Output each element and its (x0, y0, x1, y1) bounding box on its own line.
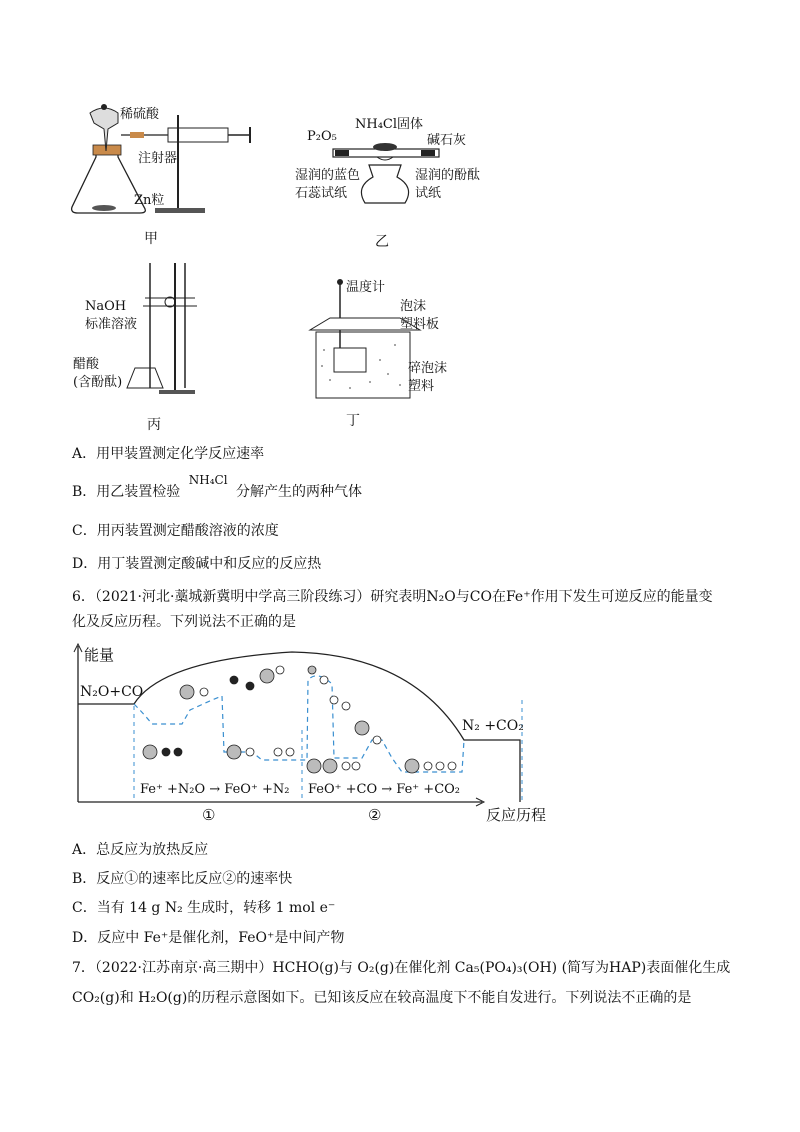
q6-stem-line2: 化及反应历程。下列说法不正确的是 (72, 614, 296, 630)
label-blue-litmus: 湿润的蓝色 石蕊试纸 (295, 168, 361, 201)
q5-option-a: A．用甲装置测定化学反应速率 (72, 446, 265, 462)
energy-diagram-svg (72, 640, 572, 830)
products-label: N₂ +CO₂ (462, 718, 524, 734)
figure-bing (55, 258, 255, 438)
apparatus-jia-drawing (60, 95, 290, 255)
reactants-label: N₂O+CO (80, 684, 144, 700)
label-soda-lime: 碱石灰 (427, 133, 467, 148)
label-syringe: 注射器 (138, 151, 178, 166)
q7-stem-line2: CO₂(g)和 H₂O(g)的历程示意图如下。已知该反应在较高温度下不能自发进行。下列说法不正确的是 (72, 990, 692, 1006)
q5-option-d: D．用丁装置测定酸碱中和反应的反应热 (72, 556, 322, 572)
q5-option-b-prefix: B．用乙装置检验 (72, 484, 181, 500)
energy-diagram (72, 640, 572, 830)
q5-option-b (72, 473, 362, 502)
caption-ding: 丁 (346, 413, 360, 429)
step2-marker: ② (368, 806, 382, 824)
q5-option-b-formula: NH₄Cl (188, 473, 228, 487)
caption-jia: 甲 (144, 231, 158, 247)
q6-stem-line1: 6．（2021·河北·藁城新冀明中学高三阶段练习）研究表明N₂O与CO在Fe⁺作用下发生可逆反应的能量变 (72, 589, 713, 605)
q6-option-a: A．总反应为放热反应 (72, 842, 209, 858)
figure-jia (60, 95, 290, 255)
label-foam-board: 泡沫 塑料板 (400, 299, 440, 332)
label-nh4cl-solid: NH₄Cl固体 (355, 117, 424, 132)
caption-yi: 乙 (375, 234, 389, 250)
step1-equation: Fe⁺ +N₂O → FeO⁺ +N₂ (140, 782, 290, 797)
q5-option-c: C．用丙装置测定醋酸溶液的浓度 (72, 523, 279, 539)
reaction-path-axis-label: 反应历程 (486, 806, 547, 824)
q6-option-b: B．反应①的速率比反应②的速率快 (72, 871, 293, 887)
energy-axis-label: 能量 (84, 646, 115, 664)
q6-option-d: D．反应中 Fe⁺是催化剂，FeO⁺是中间产物 (72, 930, 345, 946)
label-foam-pieces: 碎泡沫 塑料 (408, 361, 448, 394)
q7-stem-line1: 7．（2022·江苏南京·高三期中）HCHO(g)与 O₂(g)在催化剂 Ca₅(PO₄)₃(OH) (简写为HAP)表面催化生成 (72, 960, 731, 976)
label-zn: Zn粒 (134, 193, 165, 208)
q5-option-b-suffix: 分解产生的两种气体 (236, 484, 362, 500)
step2-equation: FeO⁺ +CO → Fe⁺ +CO₂ (308, 782, 461, 797)
label-p2o5: P₂O₅ (307, 129, 337, 144)
label-naoh: NaOH 标准溶液 (85, 299, 138, 332)
label-dilute-acid: 稀硫酸 (120, 107, 160, 122)
step1-marker: ① (202, 806, 216, 824)
figure-ding (300, 270, 470, 430)
caption-bing: 丙 (147, 417, 161, 433)
label-thermometer: 温度计 (346, 280, 386, 295)
q6-option-c: C．当有 14 g N₂ 生成时，转移 1 mol e⁻ (72, 900, 336, 916)
figure-yi (295, 105, 481, 250)
label-phenolphthalein-paper: 湿润的酚酞 试纸 (415, 168, 481, 201)
label-acetic: 醋酸 (含酚酞) (73, 357, 123, 390)
